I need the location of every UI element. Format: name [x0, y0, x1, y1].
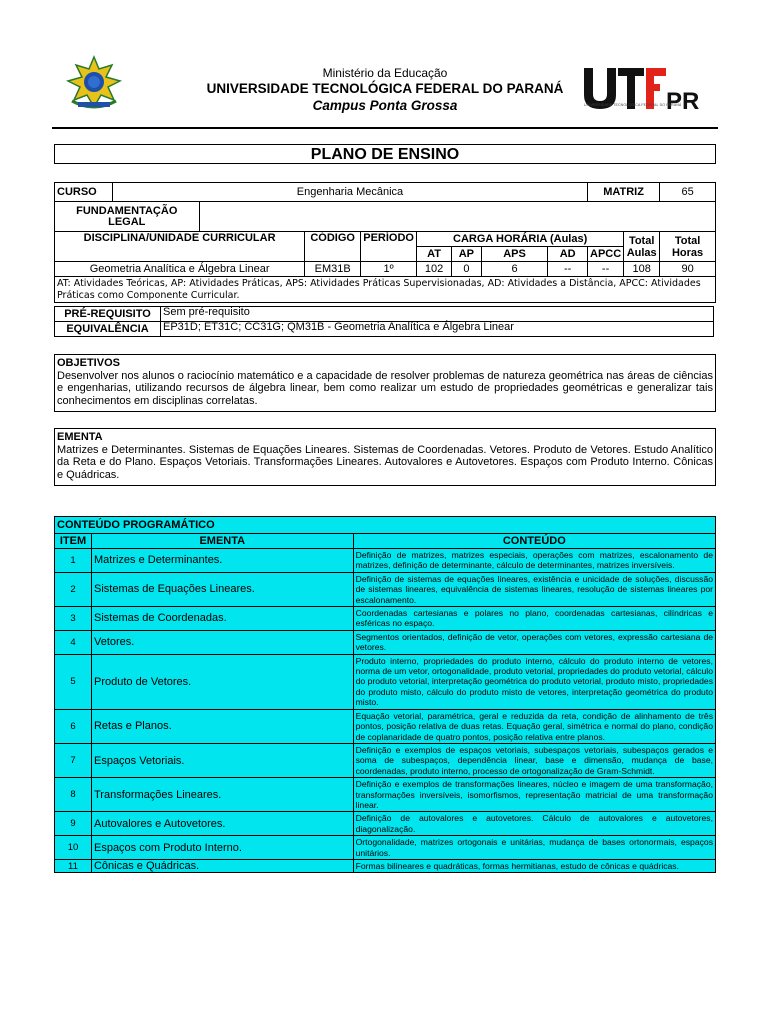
- item-cell: 5: [55, 654, 92, 709]
- item-cell: 3: [55, 607, 92, 631]
- conteudo-heading: CONTEÚDO PROGRAMÁTICO: [55, 517, 716, 534]
- brasil-coat-of-arms-icon: [64, 55, 124, 113]
- table-row: [55, 630, 716, 654]
- conteudo-cell: Definição e exemplos de transformações lineares, núcleo e imagem de uma transformação, transformações inversíveis, isomorfismos, representação matricial de uma transformação linear.: [353, 778, 715, 812]
- table-row: [55, 836, 716, 860]
- matriz-value: 65: [660, 183, 716, 202]
- prereq-table: [54, 306, 714, 337]
- total-horas-header: Total Horas: [660, 232, 716, 262]
- item-cell: 8: [55, 778, 92, 812]
- apcc-value: --: [588, 262, 624, 277]
- item-cell: 6: [55, 709, 92, 743]
- total-aulas-header: Total Aulas: [624, 232, 660, 262]
- conteudo-cell: Segmentos orientados, definição de vetor, operações com vetores, expressão cartesiana de vetores.: [353, 630, 715, 654]
- table-row: [55, 549, 716, 573]
- item-cell: 9: [55, 812, 92, 836]
- ap-value: 0: [451, 262, 481, 277]
- item-cell: 11: [55, 859, 92, 872]
- prereq-label: PRÉ-REQUISITO: [55, 307, 161, 322]
- fundamentacao-value: [199, 202, 715, 232]
- ementa-cell: Espaços Vetoriais.: [91, 743, 353, 777]
- conteudo-table: [54, 516, 716, 873]
- table-row: [55, 859, 716, 872]
- ementa-cell: Retas e Planos.: [91, 709, 353, 743]
- item-cell: 10: [55, 836, 92, 860]
- ad-value: --: [548, 262, 588, 277]
- aps-value: 6: [481, 262, 547, 277]
- prereq-value: Sem pré-requisito: [161, 307, 714, 322]
- table-row: [55, 654, 716, 709]
- item-cell: 7: [55, 743, 92, 777]
- apcc-header: APCC: [588, 247, 624, 262]
- at-value: 102: [417, 262, 452, 277]
- codigo-header: CÓDIGO: [305, 232, 361, 262]
- ementa-cell: Vetores.: [91, 630, 353, 654]
- ementa-cell: Autovalores e Autovetores.: [91, 812, 353, 836]
- at-header: AT: [417, 247, 452, 262]
- item-column-header: ITEM: [55, 534, 92, 549]
- ementa-text: Matrizes e Determinantes. Sistemas de Equações Lineares. Sistemas de Coordenadas. Vetores. Produto de Vetores. Estudo Analítico da Reta e do Plano. Espaços Vetoriais. Transformações Lineares. Autovalores e Autovetores. Espaços com Produto Interno. Cônicas e Quádricas.: [57, 443, 713, 481]
- table-row: [55, 812, 716, 836]
- matriz-label: MATRIZ: [588, 183, 660, 202]
- table-row: [55, 607, 716, 631]
- university-name: UNIVERSIDADE TECNOLÓGICA FEDERAL DO PARANÁ: [206, 81, 564, 96]
- course-table: [54, 182, 716, 303]
- ementa-cell: Sistemas de Coordenadas.: [91, 607, 353, 631]
- svg-text:PR: PR: [666, 88, 700, 114]
- conteudo-cell: Coordenadas cartesianas e polares no plano, coordenadas cartesianas, cilíndricas e esféricas no espaço.: [353, 607, 715, 631]
- periodo-header: PERÍODO: [361, 232, 417, 262]
- ementa-cell: Espaços com Produto Interno.: [91, 836, 353, 860]
- ementa-section: [54, 428, 716, 486]
- table-row: [55, 572, 716, 606]
- equivalencia-label: EQUIVALÊNCIA: [55, 322, 161, 337]
- table-row: [55, 709, 716, 743]
- item-cell: 1: [55, 549, 92, 573]
- conteudo-cell: Definição de matrizes, matrizes especiais, operações com matrizes, escalonamento de matrizes, definição de determinante, cálculo de determinantes, matrizes inversíveis.: [353, 549, 715, 573]
- disciplina-name: Geometria Analítica e Álgebra Linear: [55, 262, 305, 277]
- ementa-cell: Sistemas de Equações Lineares.: [91, 572, 353, 606]
- carga-horaria-header: CARGA HORÁRIA (Aulas): [417, 232, 624, 247]
- curso-label: CURSO: [55, 183, 113, 202]
- conteudo-cell: Ortogonalidade, matrizes ortogonais e unitárias, mudança de bases ortonormais, espaços unitários.: [353, 836, 715, 860]
- header-divider: [52, 127, 718, 129]
- total-horas-value: 90: [660, 262, 716, 277]
- conteudo-cell: Formas bilineares e quadráticas, formas hermitianas, estudo de cônicas e quádricas.: [353, 859, 715, 872]
- ad-header: AD: [548, 247, 588, 262]
- conteudo-cell: Produto interno, propriedades do produto interno, cálculo do produto interno de vetores, norma de um vetor, ortogonalidade, produto vetorial, propriedades do produto vetorial, cálculo do produto vetorial, interpretação geométrica do produto vetorial, produto misto, propriedades do produto misto, cálculo do produto misto de vetores, interpretação geométrica do produto misto.: [353, 654, 715, 709]
- utfpr-logo-subtitle: UNIVERSIDADE TECNOLÓGICA FEDERAL DO PARANÁ: [584, 103, 682, 107]
- total-aulas-value: 108: [624, 262, 660, 277]
- conteudo-column-header: CONTEÚDO: [353, 534, 715, 549]
- aps-header: APS: [481, 247, 547, 262]
- disciplina-header: DISCIPLINA/UNIDADE CURRICULAR: [55, 232, 305, 262]
- ementa-cell: Cônicas e Quádricas.: [91, 859, 353, 872]
- codigo-value: EM31B: [305, 262, 361, 277]
- ementa-cell: Matrizes e Determinantes.: [91, 549, 353, 573]
- objetivos-section: [54, 354, 716, 412]
- conteudo-cell: Definição de sistemas de equações lineares, existência e unicidade de soluções, discussão de sistemas lineares, equivalência de sistemas lineares, resolução de sistemas lineares por escalonamento.: [353, 572, 715, 606]
- objetivos-heading: OBJETIVOS: [57, 357, 120, 369]
- ementa-column-header: EMENTA: [91, 534, 353, 549]
- table-row: [55, 778, 716, 812]
- activity-legend: AT: Atividades Teóricas, AP: Atividades Práticas, APS: Atividades Práticas Supervisionadas, AD: Atividades a Distância, APCC: Atividades Práticas como Componente Curricular.: [55, 277, 716, 303]
- equivalencia-value: EP31D; ET31C; CC31G; QM31B - Geometria Analítica e Álgebra Linear: [161, 322, 714, 337]
- objetivos-text: Desenvolver nos alunos o raciocínio matemático e a capacidade de resolver problemas de natureza geométrica nas áreas de ciências e engenharias, utilizando recursos de álgebra linear, bem como realizar um estudo de propriedades geométricas e generalizar tais conhecimentos em disciplinas correlatas.: [57, 369, 713, 407]
- ap-header: AP: [451, 247, 481, 262]
- conteudo-cell: Definição de autovalores e autovetores. Cálculo de autovalores e autovetores, diagonalização.: [353, 812, 715, 836]
- curso-value: Engenharia Mecânica: [112, 183, 587, 202]
- ementa-cell: Produto de Vetores.: [91, 654, 353, 709]
- page-title: PLANO DE ENSINO: [54, 144, 716, 164]
- conteudo-cell: Equação vetorial, paramétrica, geral e reduzida da reta, condição de alinhamento de três pontos, posição relativa de duas retas. Equação geral, simétrica e normal do plano, condição de coplanaridade de quatro pontos, posição relativa entre planos.: [353, 709, 715, 743]
- item-cell: 4: [55, 630, 92, 654]
- ministry-name: Ministério da Educação: [322, 66, 448, 80]
- conteudo-cell: Definição e exemplos de espaços vetoriais, subespaços vetoriais, subespaços gerados e soma de subespaços, dependência linear, base e dimensão, mudança de base, coordenadas, produto interno, processo de ortogonalização de Gram-Schmidt.: [353, 743, 715, 777]
- periodo-value: 1º: [361, 262, 417, 277]
- table-row: [55, 743, 716, 777]
- fundamentacao-label: FUNDAMENTAÇÃO LEGAL: [55, 202, 200, 232]
- ementa-cell: Transformações Lineares.: [91, 778, 353, 812]
- campus-name: Campus Ponta Grossa: [312, 98, 458, 113]
- ementa-heading: EMENTA: [57, 431, 103, 443]
- conteudo-rows: [55, 549, 716, 873]
- item-cell: 2: [55, 572, 92, 606]
